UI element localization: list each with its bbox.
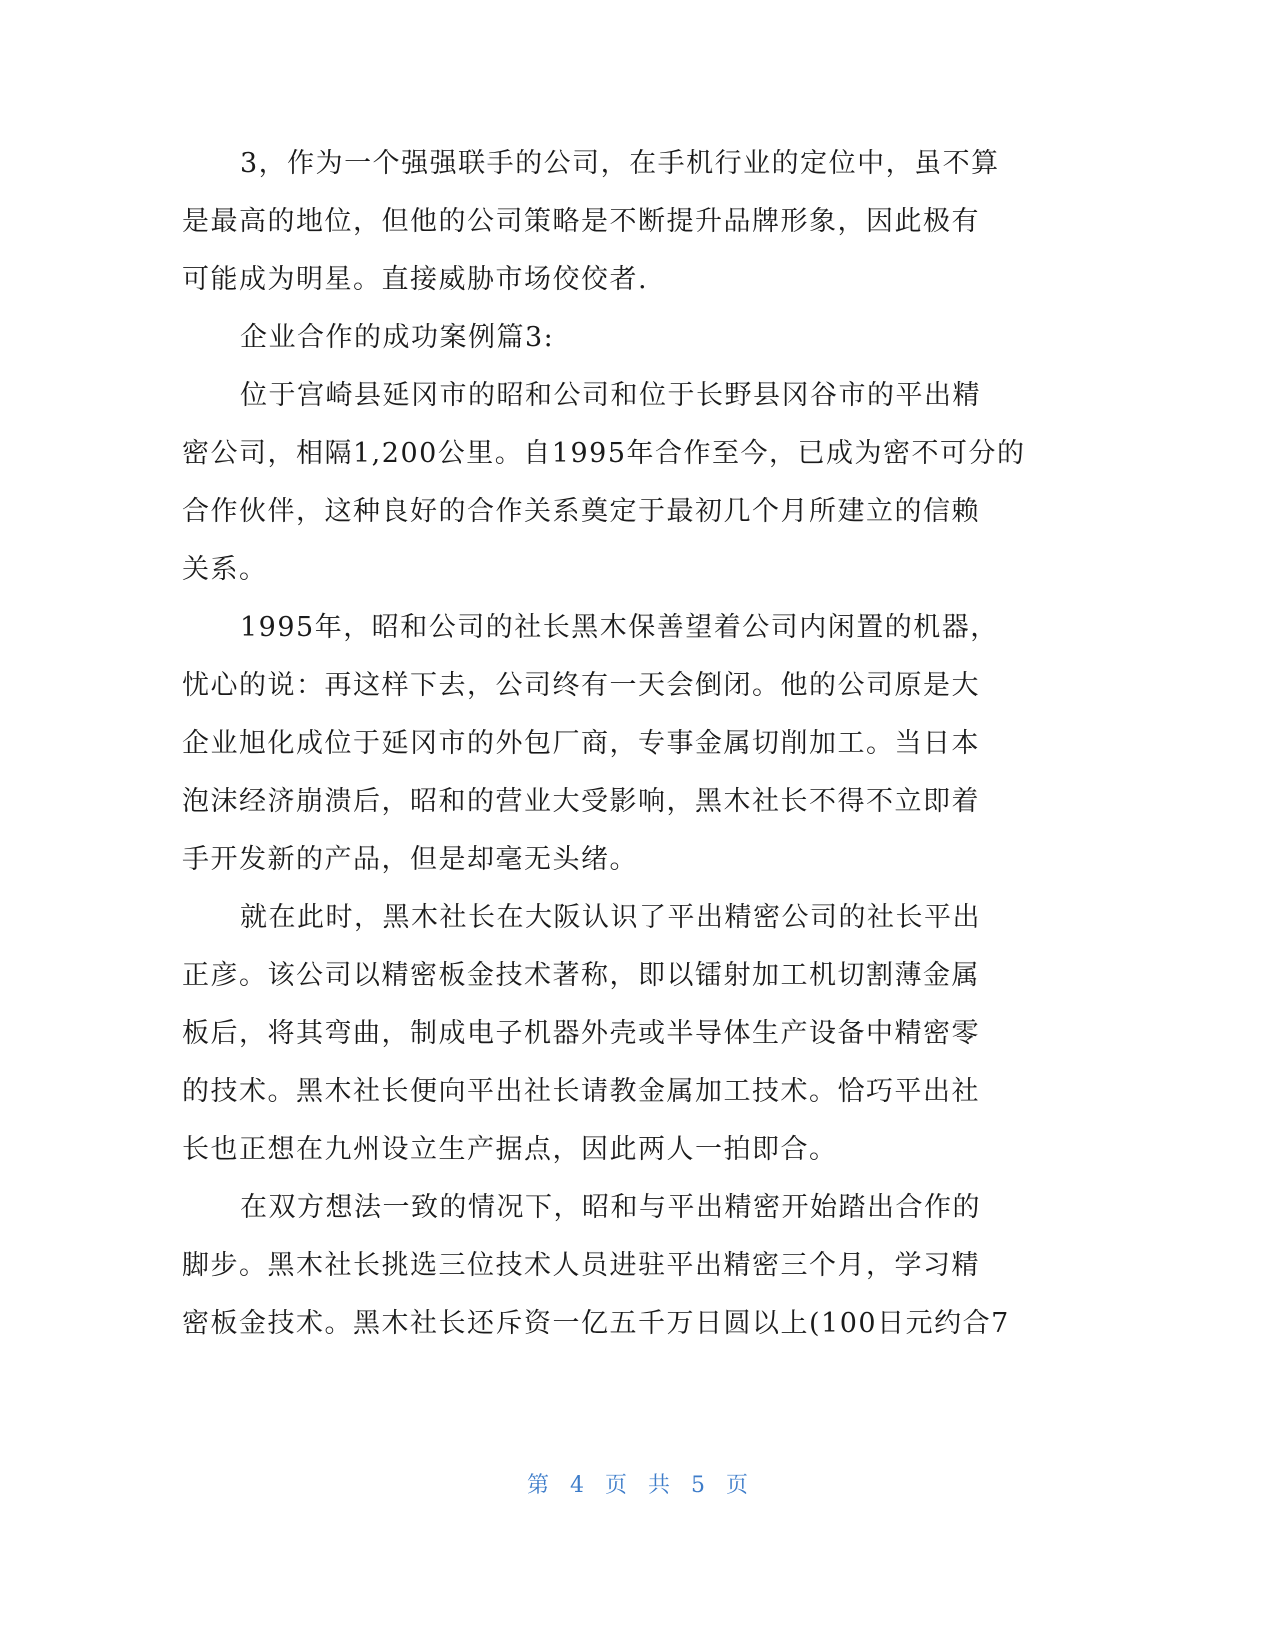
footer-page-unit: 页 bbox=[604, 1473, 627, 1498]
footer-prefix: 第 bbox=[526, 1473, 549, 1498]
page-number-footer bbox=[0, 1468, 1275, 1499]
text-line: 密公司，相隔1,200公里。自1995年合作至今，已成为密不可分的 bbox=[182, 438, 1026, 469]
current-page-number: 4 bbox=[569, 1473, 584, 1498]
footer-total-label: 共 bbox=[648, 1473, 671, 1498]
document-body bbox=[182, 135, 1027, 1353]
text-line: 是最高的地位，但他的公司策略是不断提升品牌形象，因此极有 bbox=[182, 206, 980, 237]
footer-suffix: 页 bbox=[726, 1473, 749, 1498]
text-line: 板后，将其弯曲，制成电子机器外壳或半导体生产设备中精密零 bbox=[182, 1018, 980, 1049]
text-line: 正彦。该公司以精密板金技术著称，即以镭射加工机切割薄金属 bbox=[182, 960, 980, 991]
section-heading: 企业合作的成功案例篇3: bbox=[240, 322, 555, 353]
text-line: 3，作为一个强强联手的公司，在手机行业的定位中，虽不算 bbox=[240, 148, 1000, 179]
text-line: 的技术。黑木社长便向平出社长请教金属加工技术。恰巧平出社 bbox=[182, 1076, 980, 1107]
text-line: 企业旭化成位于延冈市的外包厂商，专事金属切削加工。当日本 bbox=[182, 728, 980, 759]
text-line: 在双方想法一致的情况下，昭和与平出精密开始踏出合作的 bbox=[240, 1192, 981, 1223]
text-line: 密板金技术。黑木社长还斥资一亿五千万日圆以上(100日元约合7 bbox=[182, 1308, 1010, 1339]
text-line: 忧心的说：再这样下去，公司终有一天会倒闭。他的公司原是大 bbox=[182, 670, 980, 701]
text-line: 可能成为明星。直接威胁市场佼佼者. bbox=[182, 264, 649, 295]
text-line: 就在此时，黑木社长在大阪认识了平出精密公司的社长平出 bbox=[240, 902, 981, 933]
total-page-count: 5 bbox=[691, 1473, 706, 1498]
text-line: 位于宫崎县延冈市的昭和公司和位于长野县冈谷市的平出精 bbox=[240, 380, 981, 411]
text-line: 1995年，昭和公司的社长黑木保善望着公司内闲置的机器， bbox=[240, 612, 999, 643]
text-line: 手开发新的产品，但是却毫无头绪。 bbox=[182, 844, 638, 875]
text-line: 泡沫经济崩溃后，昭和的营业大受影响，黑木社长不得不立即着 bbox=[182, 786, 980, 817]
text-line: 长也正想在九州设立生产据点，因此两人一拍即合。 bbox=[182, 1134, 838, 1165]
text-line: 关系。 bbox=[182, 554, 268, 585]
text-line: 脚步。黑木社长挑选三位技术人员进驻平出精密三个月，学习精 bbox=[182, 1250, 980, 1281]
text-line: 合作伙伴，这种良好的合作关系奠定于最初几个月所建立的信赖 bbox=[182, 496, 980, 527]
